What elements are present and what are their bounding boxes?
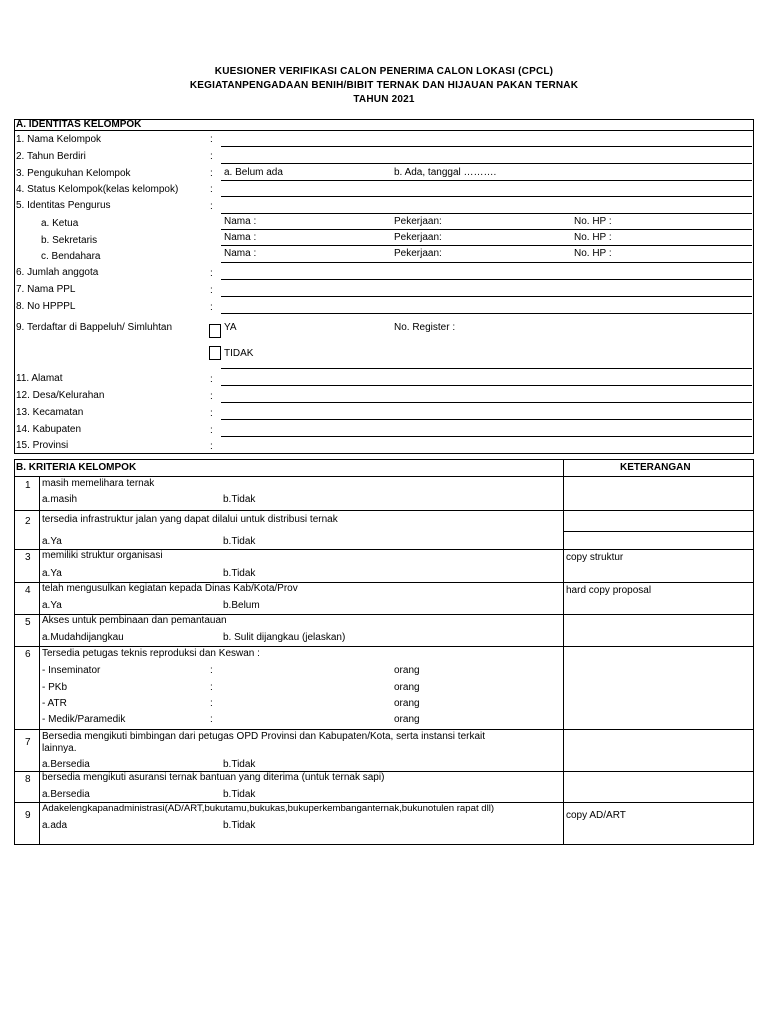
- criteria-question-cont: lainnya.: [42, 743, 77, 754]
- pengukuhan-field[interactable]: [221, 180, 752, 181]
- colon: :: [210, 134, 213, 145]
- section-a-title: A. IDENTITAS KELOMPOK: [16, 119, 142, 130]
- section-a-header-rule: [14, 130, 754, 131]
- colon: :: [210, 151, 213, 162]
- option-a[interactable]: a.Bersedia: [42, 789, 90, 800]
- colon: :: [210, 201, 213, 212]
- field-label-jumlah-anggota: 6. Jumlah anggota: [16, 267, 99, 278]
- ketua-nohp-label: No. HP :: [574, 216, 612, 227]
- colon: :: [210, 184, 213, 195]
- officer-sekretaris: b. Sekretaris: [41, 235, 98, 246]
- doc-title-line2: KEGIATANPENGADAAN BENIH/BIBIT TERNAK DAN HIJAUAN PAKAN TERNAK: [189, 80, 579, 91]
- keterangan-cell: hard copy proposal: [566, 585, 652, 596]
- tidak-label: TIDAK: [224, 348, 254, 359]
- orang-label: orang: [394, 682, 420, 693]
- keterangan-header: KETERANGAN: [620, 462, 691, 473]
- row-rule: [14, 476, 754, 477]
- option-b[interactable]: b.Tidak: [223, 759, 256, 770]
- ya-checkbox[interactable]: [209, 324, 221, 338]
- doc-title-year: TAHUN 2021: [353, 94, 415, 105]
- section-b-title: B. KRITERIA KELOMPOK: [16, 462, 137, 473]
- row-number: 6: [25, 649, 31, 660]
- field-label-kabupaten: 14. Kabupaten: [16, 424, 82, 435]
- row-number: 2: [25, 516, 31, 527]
- field-label-provinsi: 15. Provinsi: [16, 440, 69, 451]
- nama-ppl-field[interactable]: [221, 296, 752, 297]
- orang-label: orang: [394, 714, 420, 725]
- field-label-nama-ppl: 7. Nama PPL: [16, 284, 76, 295]
- option-a[interactable]: a.Ya: [42, 536, 62, 547]
- staff-inseminator: - Inseminator: [42, 665, 101, 676]
- keterangan-col-rule: [563, 459, 564, 845]
- criteria-question: Adakelengkapanadministrasi(AD/ART,bukutamu,bukukas,bukuperkembanganternak,bukunotulen rapat dll): [42, 803, 495, 814]
- option-b[interactable]: b.Tidak: [223, 536, 256, 547]
- row-rule: [14, 729, 754, 730]
- ketua-nama-label: Nama :: [224, 216, 257, 227]
- row-number: 8: [25, 774, 31, 785]
- doc-title-line1: KUESIONER VERIFIKASI CALON PENERIMA CALON LOKASI (CPCL): [214, 66, 554, 77]
- colon: :: [210, 441, 213, 452]
- row-number: 1: [25, 480, 31, 491]
- option-a[interactable]: a.Bersedia: [42, 759, 90, 770]
- criteria-question: Bersedia mengikuti bimbingan dari petugas OPD Provinsi dan Kabupaten/Kota, serta instansi terkait: [42, 731, 486, 742]
- colon: :: [210, 408, 213, 419]
- option-a[interactable]: a.masih: [42, 494, 78, 505]
- criteria-question: bersedia mengikuti asuransi ternak bantuan yang diterima (untuk ternak sapi): [42, 772, 385, 783]
- criteria-question: tersedia infrastruktur jalan yang dapat dilalui untuk distribusi ternak: [42, 514, 338, 525]
- colon: :: [210, 425, 213, 436]
- jumlah-anggota-field[interactable]: [221, 279, 752, 280]
- option-a[interactable]: a.Ya: [42, 600, 62, 611]
- no-hp-ppl-field[interactable]: [221, 313, 752, 314]
- criteria-question: telah mengusulkan kegiatan kepada Dinas Kab/Kota/Prov: [42, 583, 298, 594]
- divider: [221, 368, 752, 369]
- colon: :: [210, 285, 213, 296]
- desa-field[interactable]: [221, 402, 752, 403]
- staff-atr: - ATR: [42, 698, 67, 709]
- divider: [221, 213, 752, 214]
- option-b[interactable]: b. Sulit dijangkau (jelaskan): [223, 632, 346, 643]
- field-label-terdaftar: 9. Terdaftar di Bappeluh/ Simluhtan: [16, 322, 173, 333]
- alamat-field[interactable]: [221, 385, 752, 386]
- keterangan-cell: copy AD/ART: [566, 810, 626, 821]
- orang-label: orang: [394, 698, 420, 709]
- row-number: 9: [25, 810, 31, 821]
- pengukuhan-option-a[interactable]: a. Belum ada: [224, 167, 283, 178]
- ketua-pekerjaan-label: Pekerjaan:: [394, 216, 442, 227]
- tahun-berdiri-field[interactable]: [221, 163, 752, 164]
- field-label-tahun-berdiri: 2. Tahun Berdiri: [16, 151, 86, 162]
- sekretaris-field[interactable]: [221, 245, 752, 246]
- tidak-checkbox[interactable]: [209, 346, 221, 360]
- colon: :: [210, 302, 213, 313]
- ketua-field[interactable]: [221, 229, 752, 230]
- kabupaten-field[interactable]: [221, 436, 752, 437]
- sekretaris-nohp-label: No. HP :: [574, 232, 612, 243]
- orang-label: orang: [394, 665, 420, 676]
- colon: :: [210, 714, 213, 725]
- field-label-kecamatan: 13. Kecamatan: [16, 407, 84, 418]
- sekretaris-nama-label: Nama :: [224, 232, 257, 243]
- staff-medik: - Medik/Paramedik: [42, 714, 126, 725]
- criteria-question: masih memelihara ternak: [42, 478, 155, 489]
- row-rule: [14, 646, 754, 647]
- option-b[interactable]: b.Tidak: [223, 820, 256, 831]
- nama-kelompok-field[interactable]: [221, 146, 752, 147]
- colon: :: [210, 391, 213, 402]
- field-label-no-hp-ppl: 8. No HPPPL: [16, 301, 76, 312]
- officer-bendahara: c. Bendahara: [41, 251, 101, 262]
- bendahara-nama-label: Nama :: [224, 248, 257, 259]
- row-number: 3: [25, 552, 31, 563]
- option-a[interactable]: a.Mudahdijangkau: [42, 632, 124, 643]
- field-label-identitas-pengurus: 5. Identitas Pengurus: [16, 200, 111, 211]
- field-label-desa: 12. Desa/Kelurahan: [16, 390, 105, 401]
- option-b[interactable]: b.Tidak: [223, 494, 256, 505]
- row-number: 4: [25, 585, 31, 596]
- criteria-question: Tersedia petugas teknis reproduksi dan Keswan :: [42, 648, 260, 659]
- colon: :: [210, 698, 213, 709]
- kecamatan-field[interactable]: [221, 419, 752, 420]
- field-label-status-kelompok: 4. Status Kelompok(kelas kelompok): [16, 184, 179, 195]
- option-b[interactable]: b.Tidak: [223, 789, 256, 800]
- bendahara-pekerjaan-label: Pekerjaan:: [394, 248, 442, 259]
- sekretaris-pekerjaan-label: Pekerjaan:: [394, 232, 442, 243]
- colon: :: [210, 374, 213, 385]
- bendahara-field[interactable]: [221, 262, 752, 263]
- field-label-nama-kelompok: 1. Nama Kelompok: [16, 134, 102, 145]
- number-col-rule: [39, 476, 40, 845]
- status-kelompok-field[interactable]: [221, 196, 752, 197]
- ya-label: YA: [224, 322, 237, 333]
- row-number: 5: [25, 617, 31, 628]
- keterangan-subrule: [563, 531, 754, 532]
- field-label-alamat: 11. Alamat: [16, 373, 63, 384]
- row-rule: [14, 510, 754, 511]
- row-number: 7: [25, 737, 31, 748]
- colon: :: [210, 168, 213, 179]
- bendahara-nohp-label: No. HP :: [574, 248, 612, 259]
- criteria-question: Akses untuk pembinaan dan pemantauan: [42, 615, 227, 626]
- option-a[interactable]: a.Ya: [42, 568, 62, 579]
- officer-ketua: a. Ketua: [41, 218, 79, 229]
- keterangan-cell: copy struktur: [566, 552, 624, 563]
- staff-pkb: - PKb: [42, 682, 68, 693]
- no-register-label: No. Register :: [394, 322, 456, 333]
- criteria-question: memiliki struktur organisasi: [42, 550, 163, 561]
- field-label-pengukuhan: 3. Pengukuhan Kelompok: [16, 168, 131, 179]
- option-b[interactable]: b.Tidak: [223, 568, 256, 579]
- option-a[interactable]: a.ada: [42, 820, 68, 831]
- colon: :: [210, 268, 213, 279]
- colon: :: [210, 665, 213, 676]
- colon: :: [210, 682, 213, 693]
- option-b[interactable]: b.Belum: [223, 600, 260, 611]
- pengukuhan-option-b[interactable]: b. Ada, tanggal ……….: [394, 167, 497, 178]
